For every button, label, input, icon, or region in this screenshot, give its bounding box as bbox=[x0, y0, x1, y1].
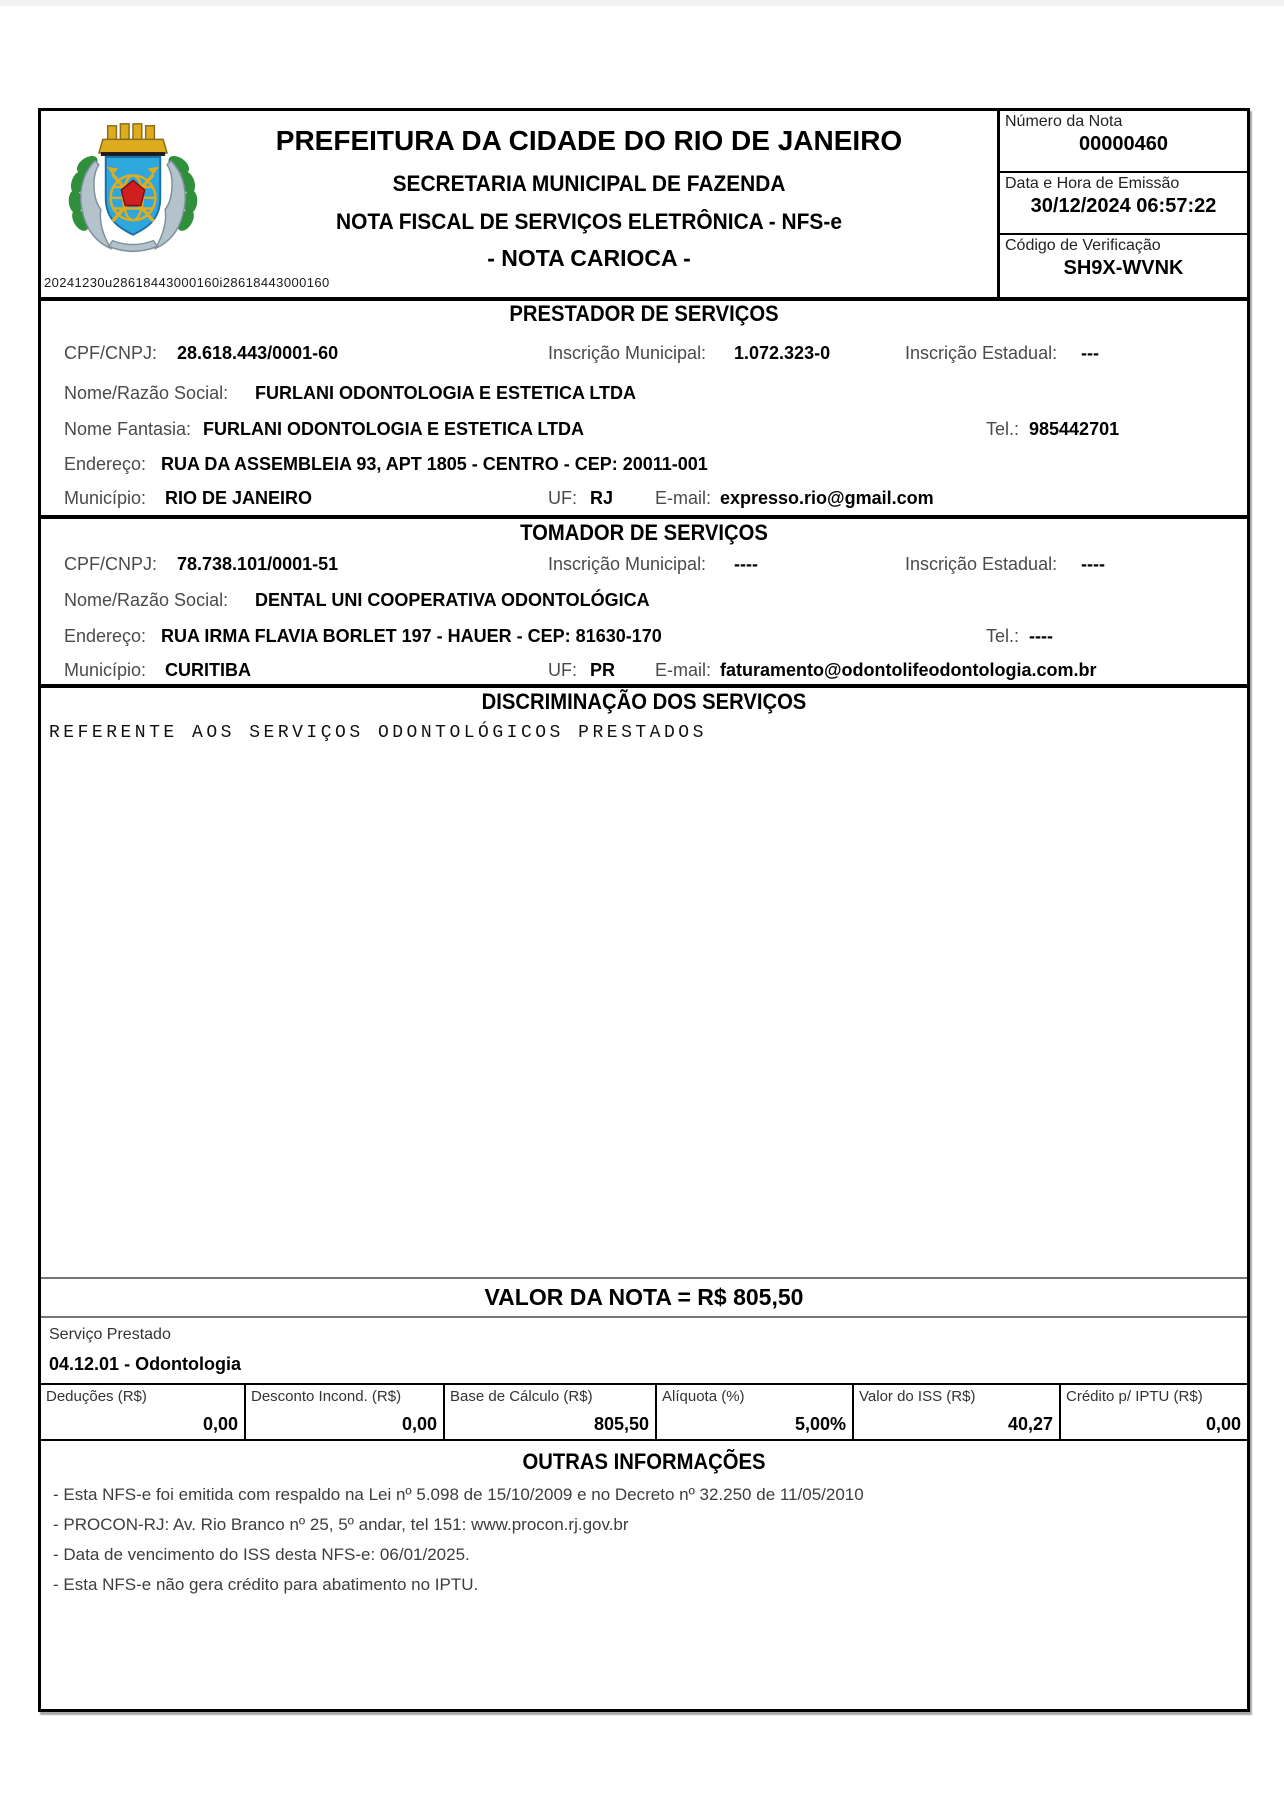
tax-value: 0,00 bbox=[401, 1414, 437, 1434]
tax-value: 0,00 bbox=[1205, 1414, 1241, 1434]
tomador-razao-value: DENTAL UNI COOPERATIVA ODONTOLÓGICA bbox=[255, 590, 650, 610]
prestador-ie-value: --- bbox=[1081, 343, 1099, 363]
prestador-cpf-value: 28.618.443/0001-60 bbox=[177, 343, 339, 363]
tomador-ie-value: ---- bbox=[1081, 554, 1105, 574]
prestador-municipio-value: RIO DE JANEIRO bbox=[165, 488, 313, 508]
discriminacao-text: REFERENTE AOS SERVIÇOS ODONTOLÓGICOS PRESTADOS bbox=[49, 723, 707, 743]
tomador-ie-label: Inscrição Estadual: bbox=[905, 554, 1058, 574]
tax-value: 0,00 bbox=[202, 1414, 238, 1434]
prestador-municipio-label: Município: bbox=[64, 488, 147, 508]
tax-label: Alíquota (%) bbox=[662, 1388, 745, 1405]
tomador-tel-label: Tel.: bbox=[986, 626, 1020, 646]
prestador-cpf-label: CPF/CNPJ: bbox=[64, 343, 158, 363]
tomador-endereco-label: Endereço: bbox=[64, 626, 147, 646]
tomador-im-value: ---- bbox=[734, 554, 758, 574]
tax-table bbox=[41, 1383, 1247, 1441]
tomador-razao-label: Nome/Razão Social: bbox=[64, 590, 229, 610]
prestador-tel-label: Tel.: bbox=[986, 419, 1020, 439]
outras-info-line: - Esta NFS-e não gera crédito para abatimento no IPTU. bbox=[53, 1575, 479, 1594]
servico-prestado-label: Serviço Prestado bbox=[49, 1326, 171, 1343]
tomador-cpf-label: CPF/CNPJ: bbox=[64, 554, 158, 574]
tax-cell-credito-iptu bbox=[1061, 1385, 1247, 1439]
prestador-uf-value: RJ bbox=[590, 488, 614, 508]
outras-info-line: - Data de vencimento do ISS desta NFS-e: 06/01/2025. bbox=[53, 1545, 470, 1564]
barcode-text: 20241230u28618443000160i28618443000160 bbox=[44, 275, 330, 290]
valor-da-nota-banner: VALOR DA NOTA = R$ 805,50 bbox=[484, 1284, 804, 1310]
tomador-tel-value: ---- bbox=[1029, 626, 1053, 646]
header-title-nota-carioca: - NOTA CARIOCA - bbox=[487, 245, 691, 271]
tax-label: Crédito p/ IPTU (R$) bbox=[1066, 1388, 1203, 1405]
invoice-document bbox=[38, 108, 1250, 1712]
prestador-razao-label: Nome/Razão Social: bbox=[64, 383, 229, 403]
tomador-uf-value: PR bbox=[590, 660, 616, 680]
outras-info-line: - PROCON-RJ: Av. Rio Branco nº 25, 5º andar, tel 151: www.procon.rj.gov.br bbox=[53, 1515, 629, 1534]
tax-cell-aliquota bbox=[657, 1385, 854, 1439]
tomador-uf-label: UF: bbox=[548, 660, 577, 680]
prestador-email-label: E-mail: bbox=[655, 488, 712, 508]
tomador-cpf-value: 78.738.101/0001-51 bbox=[177, 554, 339, 574]
prestador-im-value: 1.072.323-0 bbox=[734, 343, 831, 363]
tomador-section-title: TOMADOR DE SERVIÇOS bbox=[520, 520, 768, 545]
nota-number-value: 00000460 bbox=[1079, 133, 1168, 155]
valor-bottom-line bbox=[41, 1316, 1247, 1318]
prestador-section-title: PRESTADOR DE SERVIÇOS bbox=[509, 301, 779, 326]
prestador-razao-value: FURLANI ODONTOLOGIA E ESTETICA LTDA bbox=[255, 383, 636, 403]
prestador-endereco-value: RUA DA ASSEMBLEIA 93, APT 1805 - CENTRO - CEP: 20011-001 bbox=[161, 454, 708, 474]
verification-value: SH9X-WVNK bbox=[1063, 257, 1184, 279]
page-top-strip bbox=[0, 0, 1284, 6]
mural-crown bbox=[99, 124, 167, 156]
prestador-fantasia-value: FURLANI ODONTOLOGIA E ESTETICA LTDA bbox=[203, 419, 584, 439]
tax-value: 5,00% bbox=[794, 1414, 846, 1434]
tax-label: Valor do ISS (R$) bbox=[859, 1388, 976, 1405]
tax-label: Base de Cálculo (R$) bbox=[450, 1388, 593, 1405]
tomador-municipio-label: Município: bbox=[64, 660, 147, 680]
tomador-email-value: faturamento@odontolifeodontologia.com.br bbox=[720, 660, 1097, 680]
nota-number-cell bbox=[1000, 111, 1247, 173]
prestador-email-value: expresso.rio@gmail.com bbox=[720, 488, 934, 508]
verification-label: Código de Verificação bbox=[1005, 237, 1161, 254]
emission-label: Data e Hora de Emissão bbox=[1005, 175, 1180, 192]
emission-value: 30/12/2024 06:57:22 bbox=[1030, 195, 1217, 217]
prestador-tel-value: 985442701 bbox=[1029, 419, 1120, 439]
tax-value: 805,50 bbox=[593, 1414, 649, 1434]
tax-cell-deducoes bbox=[41, 1385, 246, 1439]
outras-info-line: - Esta NFS-e foi emitida com respaldo na Lei nº 5.098 de 15/10/2009 e no Decreto nº 32.250 de 11/05/2010 bbox=[53, 1485, 864, 1504]
tax-cell-valor-iss bbox=[854, 1385, 1061, 1439]
prestador-im-label: Inscrição Municipal: bbox=[548, 343, 707, 363]
tomador-im-label: Inscrição Municipal: bbox=[548, 554, 707, 574]
prestador-ie-label: Inscrição Estadual: bbox=[905, 343, 1058, 363]
header-title-prefeitura: PREFEITURA DA CIDADE DO RIO DE JANEIRO bbox=[275, 125, 903, 156]
tomador-email-label: E-mail: bbox=[655, 660, 712, 680]
tomador-endereco-value: RUA IRMA FLAVIA BORLET 197 - HAUER - CEP: 81630-170 bbox=[161, 626, 662, 646]
tax-value: 40,27 bbox=[1007, 1414, 1053, 1434]
prestador-endereco-label: Endereço: bbox=[64, 454, 147, 474]
section-divider bbox=[41, 515, 1247, 519]
tax-cell-desconto bbox=[246, 1385, 445, 1439]
emission-cell bbox=[1000, 173, 1247, 235]
tax-label: Desconto Incond. (R$) bbox=[251, 1388, 402, 1405]
header-title-nfse: NOTA FISCAL DE SERVIÇOS ELETRÔNICA - NFS-e bbox=[336, 209, 842, 234]
prestador-fantasia-label: Nome Fantasia: bbox=[64, 419, 192, 439]
section-divider bbox=[41, 684, 1247, 688]
tax-cell-base-calculo bbox=[445, 1385, 657, 1439]
prestador-uf-label: UF: bbox=[548, 488, 577, 508]
servico-code: 04.12.01 - Odontologia bbox=[49, 1354, 242, 1374]
header-info-box bbox=[997, 111, 1247, 297]
nota-number-label: Número da Nota bbox=[1005, 113, 1123, 130]
tax-label: Deduções (R$) bbox=[46, 1388, 147, 1405]
tomador-municipio-value: CURITIBA bbox=[165, 660, 251, 680]
discriminacao-section-title: DISCRIMINAÇÃO DOS SERVIÇOS bbox=[481, 689, 807, 714]
header-title-secretaria: SECRETARIA MUNICIPAL DE FAZENDA bbox=[392, 171, 786, 196]
outras-section-title: OUTRAS INFORMAÇÕES bbox=[522, 1449, 766, 1474]
verification-cell bbox=[1000, 235, 1247, 293]
